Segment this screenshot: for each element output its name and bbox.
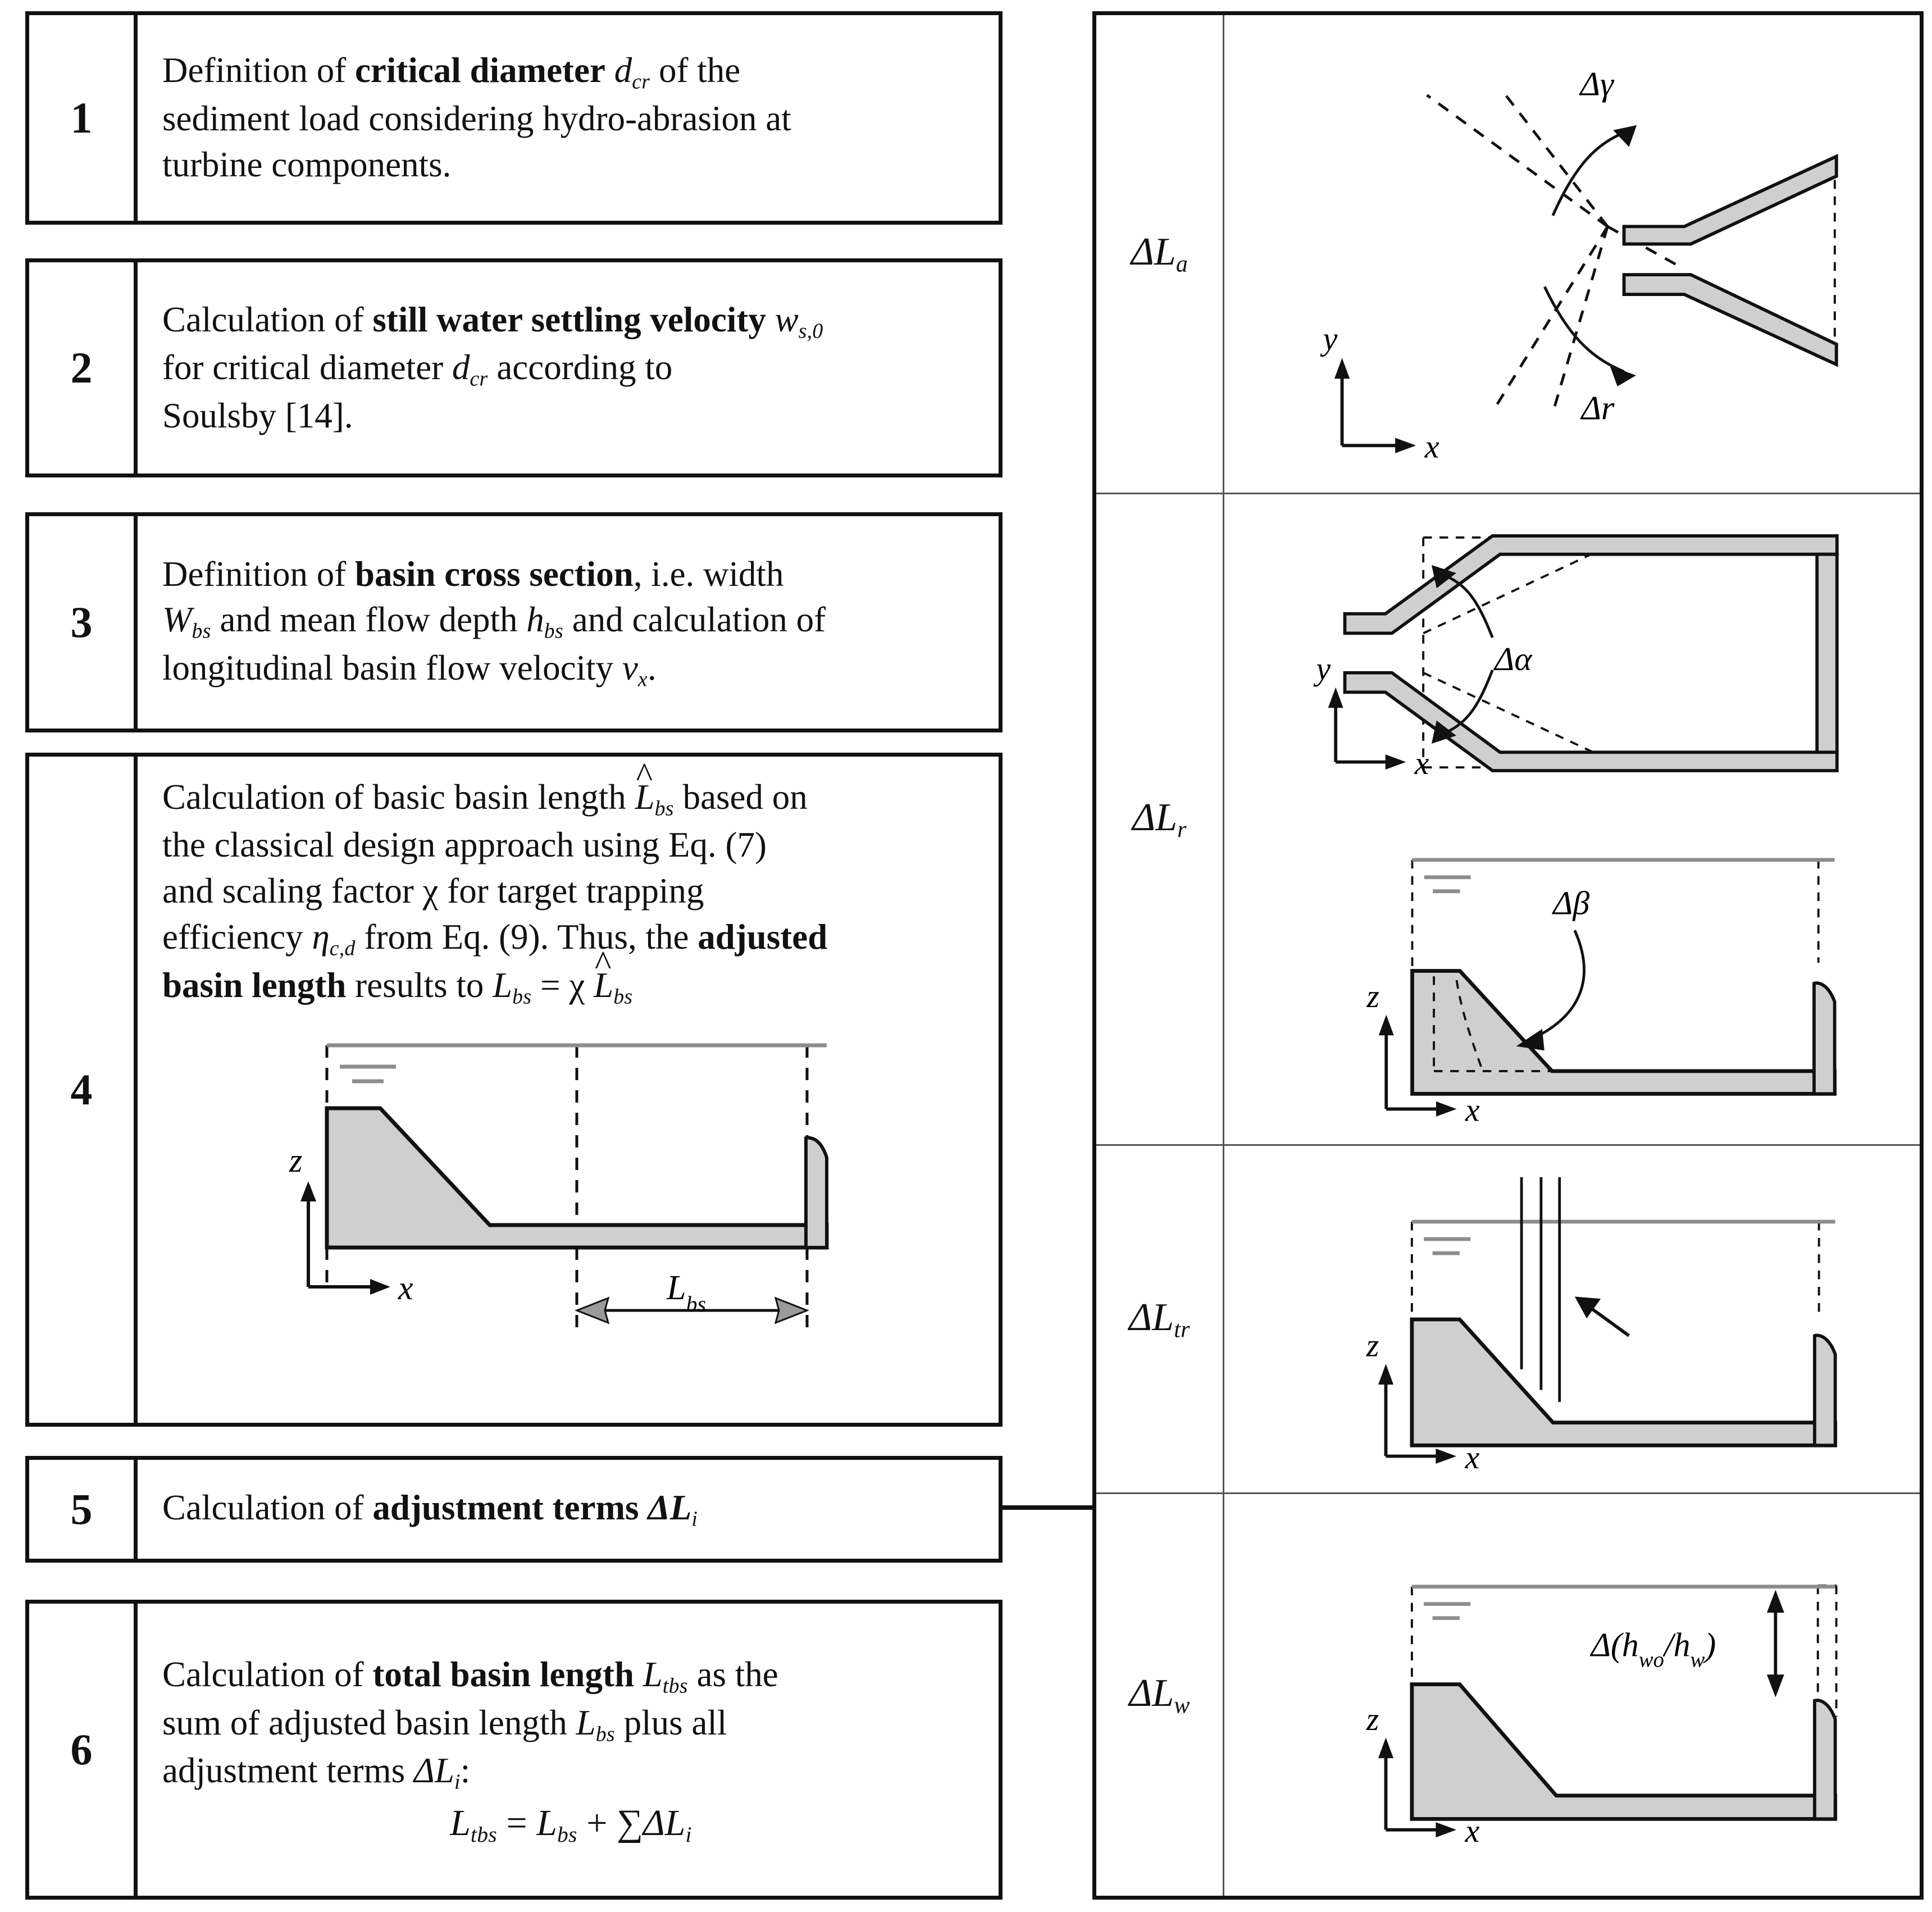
basin-expansion-plan-svg [1249,508,1895,800]
step-number-2: 2 [25,258,138,477]
sediment-body [327,1108,827,1248]
panel-row-label-cell-r [1096,494,1224,1144]
dashed-approach-upper-a [1427,95,1608,226]
x-axis-arrowhead-r [1386,754,1406,770]
panel-row-figure-cell-w [1224,1494,1920,1896]
y-axis-label-r: y [1316,652,1331,688]
x-axis-label-w: x [1465,1812,1480,1849]
approach-flow-plan-view-svg [1246,29,1898,479]
total-length-equation: $L_{tbs} = L_{bs} + \sum\Delta L_i$ [450,1802,692,1847]
delta-gamma-label: Δγ [1580,65,1614,103]
step-body-6 [134,1600,1003,1900]
channel-wall-upper [1624,156,1837,244]
connector-step5-to-panel [1003,1505,1096,1510]
dashed-approach-lower-a [1496,226,1608,407]
sediment-body-w [1412,1684,1835,1819]
step-body-1 [134,11,1003,225]
step-box-5 [25,1456,1003,1563]
delta-r-arrowhead [1610,366,1636,386]
z-axis-arrowhead-beta [1379,1014,1394,1035]
weir-wall [806,1138,827,1248]
panel-row-delta-L-tr [1096,1144,1920,1492]
weir-wall-beta [1814,983,1835,1094]
weir-wall-tr [1815,1335,1835,1445]
dimension-label: $L_{bs}$ [666,1269,706,1317]
step-box-3 [25,512,1003,732]
panel-row-delta-L-r [1096,493,1920,1144]
step-box-2 [25,258,1003,477]
step-text-3: Definition of basin cross section, i.e. width $W_{bs}$ and mean flow depth $h_{bs}$ and calculation of longitudinal basin flow velocity $v_x$. [162,554,826,691]
sediment-body-beta [1412,971,1835,1094]
step-text-4: Calculation of basic basin length L $\^{}_{bs}$ based on the classical design approach using Eq. (7) and scaling factor χ for target trapping efficiency $\eta_{c,d}$ from Eq. (9). Thus, the adjusted basin length results to $L_{bs} = \chi$ L $\^{}_{bs}$ [162,775,979,1010]
sediment-body-tr [1412,1319,1835,1445]
basin-section-diagram-step4 [274,1023,869,1337]
step-body-3 [134,512,1003,732]
weir-overflow-section-svg [1249,1521,1895,1869]
delta-alpha-label: Δα [1494,640,1532,678]
z-axis-label-beta: z [1366,977,1380,1014]
channel-wall-lower [1624,275,1837,365]
delta-gamma-arc [1553,131,1629,216]
panel-row-label-cell-tr [1096,1146,1224,1492]
dashed-approach-lower-b [1553,226,1607,412]
step-box-6 [25,1600,1003,1900]
panel-row-delta-L-a [1096,15,1920,493]
x-axis-label: x [398,1269,413,1307]
step-number-6: 6 [25,1600,138,1900]
panel-row-label-a: $\Delta L_a$ [1131,230,1188,277]
panel-row-label-cell-a [1096,15,1224,493]
delta-beta-arc [1530,930,1584,1040]
panel-row-delta-L-w [1096,1492,1920,1896]
x-axis-arrowhead-w [1436,1822,1456,1837]
adjustment-terms-panel [1092,11,1924,1900]
step-text-5: Calculation of adjustment terms $\Delta L_i$ [162,1488,698,1531]
x-axis-arrowhead [370,1279,390,1295]
panel-row-label-tr: $\Delta L_{tr}$ [1129,1295,1190,1343]
step-box-1 [25,11,1003,225]
basin-section-svg [274,1023,869,1337]
x-axis-arrowhead-beta [1436,1101,1457,1117]
z-axis-arrowhead-tr [1378,1364,1393,1385]
z-axis-arrowhead [300,1181,316,1201]
step-number-3: 3 [25,512,138,732]
expansion-wall-upper [1345,536,1837,633]
step-body-4 [134,753,1003,1427]
weir-wall-w [1815,1700,1835,1819]
dimension-arrow-left [577,1298,608,1323]
delta-gamma-arrowhead [1613,125,1641,149]
x-axis-arrowhead-a [1395,438,1416,453]
z-axis-label: z [289,1142,302,1180]
delta-r-arc [1544,286,1624,371]
y-axis-arrowhead-a [1334,358,1350,379]
trash-rack-pointer-arrowhead [1575,1296,1601,1318]
trash-rack-section-svg [1249,1157,1895,1482]
panel-row-figure-cell-r [1224,494,1920,1144]
z-axis-label-w: z [1366,1700,1379,1737]
x-axis-label-a: x [1424,428,1439,465]
x-axis-label-r: x [1414,746,1429,782]
expansion-end-wall [1817,554,1837,752]
step-number-1: 1 [25,11,138,225]
panel-row-figure-cell-a [1224,15,1920,493]
z-axis-arrowhead-w [1378,1737,1393,1758]
delta-r-label: Δr [1581,389,1615,427]
panel-row-label-cell-w [1096,1494,1224,1896]
x-axis-label-tr: x [1465,1438,1480,1476]
z-axis-label-tr: z [1366,1327,1379,1364]
panel-row-label-r: $\Delta L_r$ [1132,795,1187,843]
step-text-1: Definition of critical diameter $d_{cr}$ of the sediment load considering hydro-abrasion at turbine components. [162,51,791,184]
x-axis-label-beta: x [1465,1091,1480,1128]
overflow-head-ratio-label: $\Delta(h_{wo}/h_w)$ [1591,1626,1716,1672]
overflow-head-arrowhead-down [1767,1674,1784,1697]
x-axis-arrowhead-tr [1436,1449,1456,1464]
step-body-5 [134,1456,1003,1563]
y-axis-arrowhead-r [1328,688,1343,708]
panel-row-label-w: $\Delta L_w$ [1129,1671,1190,1719]
y-axis-label-a: y [1323,320,1338,357]
step-number-5: 5 [25,1456,138,1563]
step-text-2: Calculation of still water settling velocity $w_{s,0}$ for critical diameter $d_{cr}$ according to Soulsby [14]. [162,299,823,435]
delta-beta-label: Δβ [1553,884,1590,922]
basin-slope-section-svg [1249,827,1895,1131]
step-body-2 [134,258,1003,477]
step-number-4: 4 [25,753,138,1427]
step-box-4 [25,753,1003,1427]
dimension-arrow-right [776,1298,807,1323]
overflow-head-arrowhead-up [1767,1590,1784,1613]
panel-row-figure-cell-tr [1224,1146,1920,1492]
step-text-6: Calculation of total basin length $L_{tbs}$ as the sum of adjusted basin length $L_{bs}$ plus all adjustment terms $\Delta L_i$: [162,1655,778,1794]
